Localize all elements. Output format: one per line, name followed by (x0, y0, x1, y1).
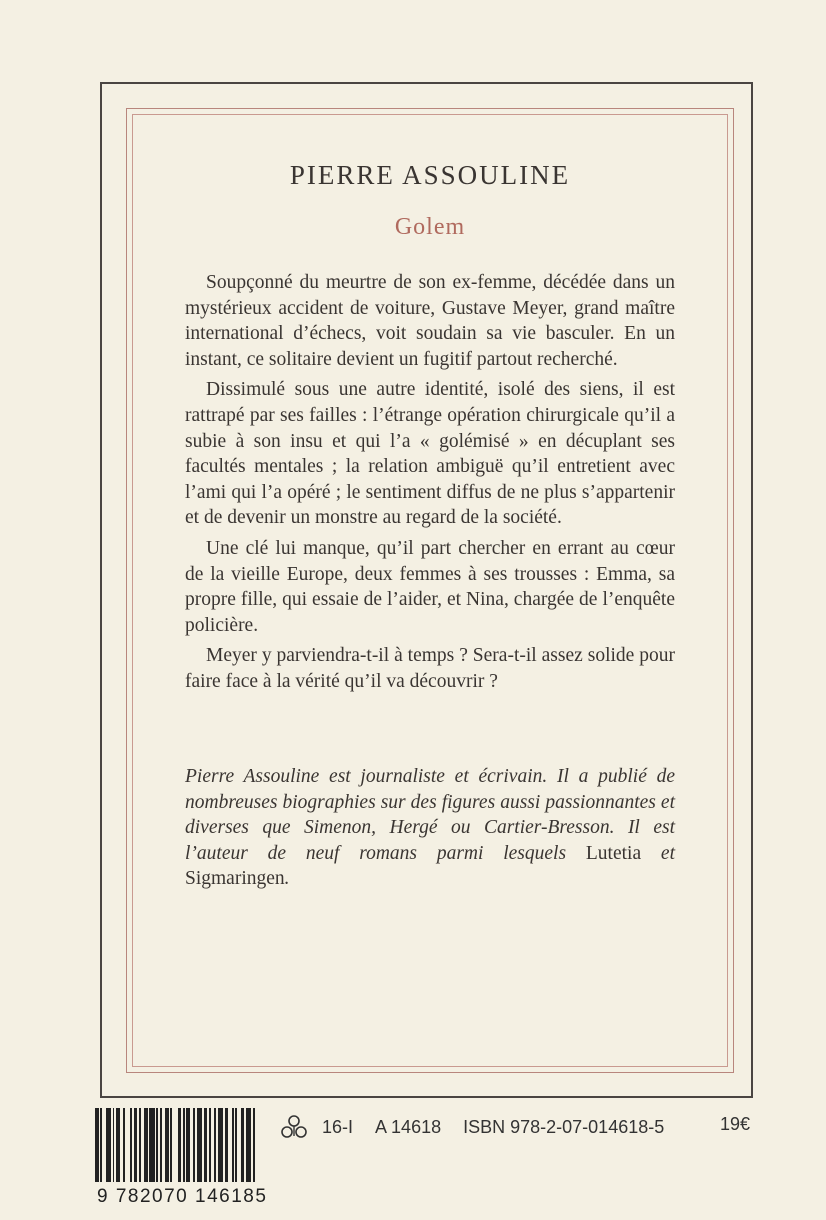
collection-code: 16-I (322, 1116, 354, 1137)
bio-book-title: Sigmaringen (185, 868, 285, 890)
author-bio (185, 764, 675, 892)
bio-text: Pierre Assouline est journaliste et écrivain. Il a publié de nombreuses biographies sur des figures aussi passionnantes et diverses que Simenon, Hergé ou Cartier-Bresson. Il est l’auteur de neuf romans parmi lesquels (185, 766, 675, 864)
barcode-digits: 9 782070 146185 (97, 1186, 268, 1207)
author-name: PIERRE ASSOULINE (289, 160, 571, 190)
isbn-barcode (95, 1108, 259, 1182)
reference-number: A 14618 (375, 1116, 442, 1137)
barcode-bar (255, 1108, 259, 1182)
publisher-logo-icon (280, 1114, 308, 1140)
blurb-paragraph: Soupçonné du meurtre de son ex-femme, décédée dans un mystérieux accident de voiture, Gustave Meyer, grand maître international d’échecs, voit soudain sa vie basculer. En un instant, ce solitaire devient un fugitif partout recherché. (185, 272, 675, 370)
bio-book-title: Lutetia (585, 842, 642, 864)
blurb-paragraph: Dissimulé sous une autre identité, isolé des siens, il est rattrapé par ses failles : l’étrange opération chirurgicale qu’il a subie à son insu et qui l’a « golémisé » en décuplant ses facultés mentales ; la relation ambiguë qu’il entretient avec l’ami qui l’a opéré ; le sentiment diffus de ne plus s’appartenir et de devenir un monstre au regard de la société. (185, 379, 675, 529)
blurb-paragraph: Une clé lui manque, qu’il part chercher en errant au cœur de la vieille Europe, deux femmes à ses trousses : Emma, sa propre fille, qui essaie de l’aider, et Nina, chargée de l’enquête policière. (185, 537, 675, 636)
blurb-paragraph: Meyer y parviendra-t-il à temps ? Sera-t-il assez solide pour faire face à la vérité qu’il va découvrir ? (185, 645, 675, 692)
isbn-number: ISBN 978-2-07-014618-5 (463, 1116, 665, 1137)
bio-text: . (284, 868, 290, 890)
footer-info (280, 1114, 686, 1140)
price: 19€ (720, 1114, 751, 1134)
bio-text: et (641, 842, 675, 864)
book-title: Golem (394, 214, 466, 240)
blurb (185, 270, 675, 700)
